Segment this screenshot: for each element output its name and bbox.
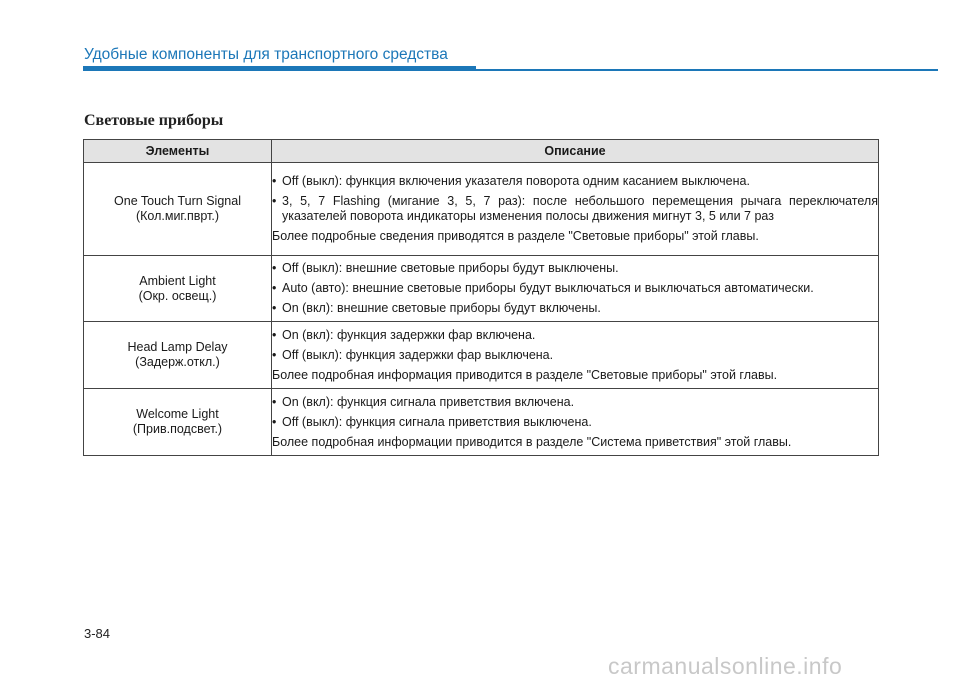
element-name: Head Lamp Delay <box>127 340 228 354</box>
section-title: Световые приборы <box>84 112 224 129</box>
element-name-sub: (Прив.подсвет.) <box>132 422 223 436</box>
bullet-item <box>272 261 878 276</box>
bullet-text: On (вкл): внешние световые приборы будут включены. <box>282 301 601 315</box>
bullet-text: On (вкл): функция сигнала приветствия включена. <box>282 394 575 409</box>
element-name-cell <box>84 322 272 389</box>
table-row <box>84 256 879 322</box>
bullet-icon: • <box>272 301 277 315</box>
bullet-item <box>272 415 878 430</box>
bullet-icon: • <box>272 174 277 188</box>
features-table <box>83 139 879 456</box>
bullet-item <box>272 281 878 296</box>
bullet-icon: • <box>272 394 277 409</box>
description-cell <box>272 256 879 322</box>
bullet-item <box>272 174 878 189</box>
bullet-icon: • <box>272 327 277 342</box>
description-note: Более подробная информации приводится в разделе "Система приветствия" этой главы. <box>272 434 792 449</box>
description-cell <box>272 389 879 456</box>
table-row <box>84 322 879 389</box>
column-header-description: Описание <box>272 140 879 163</box>
bullet-item <box>272 328 878 343</box>
element-name-sub: (Задерж.откл.) <box>135 355 220 369</box>
bullet-icon: • <box>272 281 277 295</box>
bullet-item <box>272 194 878 224</box>
bullet-text: Auto (авто): внешние световые приборы будут выключаться и выключаться автоматически. <box>282 281 814 295</box>
element-name-cell <box>84 389 272 456</box>
bullet-icon: • <box>272 261 277 275</box>
bullet-text: Off (выкл): внешние световые приборы будут выключены. <box>282 261 619 275</box>
bullet-icon: • <box>272 194 277 208</box>
description-cell <box>272 163 879 256</box>
bullet-text: Off (выкл): функция включения указателя поворота одним касанием выключена. <box>282 174 750 188</box>
table-row <box>84 163 879 256</box>
bullet-text: 3, 5, 7 Flashing (мигание 3, 5, 7 раз): после небольшого перемещения рычага переключателя указателей поворота индикаторы изменения полосы движения мигнут 3, 5 или 7 раз <box>282 194 878 223</box>
watermark: carmanualsonline.info <box>608 653 843 679</box>
element-name-cell <box>84 163 272 256</box>
description-cell <box>272 322 879 389</box>
bullet-item <box>272 301 878 316</box>
element-name: Welcome Light <box>136 407 219 421</box>
bullet-item <box>272 395 878 410</box>
description-note: Более подробные сведения приводятся в разделе "Световые приборы" этой главы. <box>272 229 759 243</box>
page-number: 3-84 <box>84 626 111 641</box>
element-name: Ambient Light <box>139 273 216 288</box>
bullet-icon: • <box>272 414 277 429</box>
element-name-cell <box>84 256 272 322</box>
header-rule <box>476 69 938 71</box>
bullet-text: Off (выкл): функция сигнала приветствия выключена. <box>282 414 592 429</box>
column-header-elements: Элементы <box>84 140 272 163</box>
bullet-item <box>272 348 878 363</box>
bullet-text: Off (выкл): функция задержки фар выключена. <box>282 347 554 362</box>
table-row <box>84 389 879 456</box>
element-name: One Touch Turn Signal <box>114 194 241 208</box>
bullet-text: On (вкл): функция задержки фар включена. <box>282 327 536 342</box>
bullet-icon: • <box>272 347 277 362</box>
chapter-title: Удобные компоненты для транспортного средства <box>84 46 448 63</box>
description-note: Более подробная информация приводится в разделе "Световые приборы" этой главы. <box>272 367 778 382</box>
element-name-sub: (Окр. освещ.) <box>138 288 217 303</box>
header-accent-bar <box>83 66 476 71</box>
element-name-sub: (Кол.миг.пврт.) <box>135 209 220 223</box>
table-header-row <box>84 140 879 163</box>
